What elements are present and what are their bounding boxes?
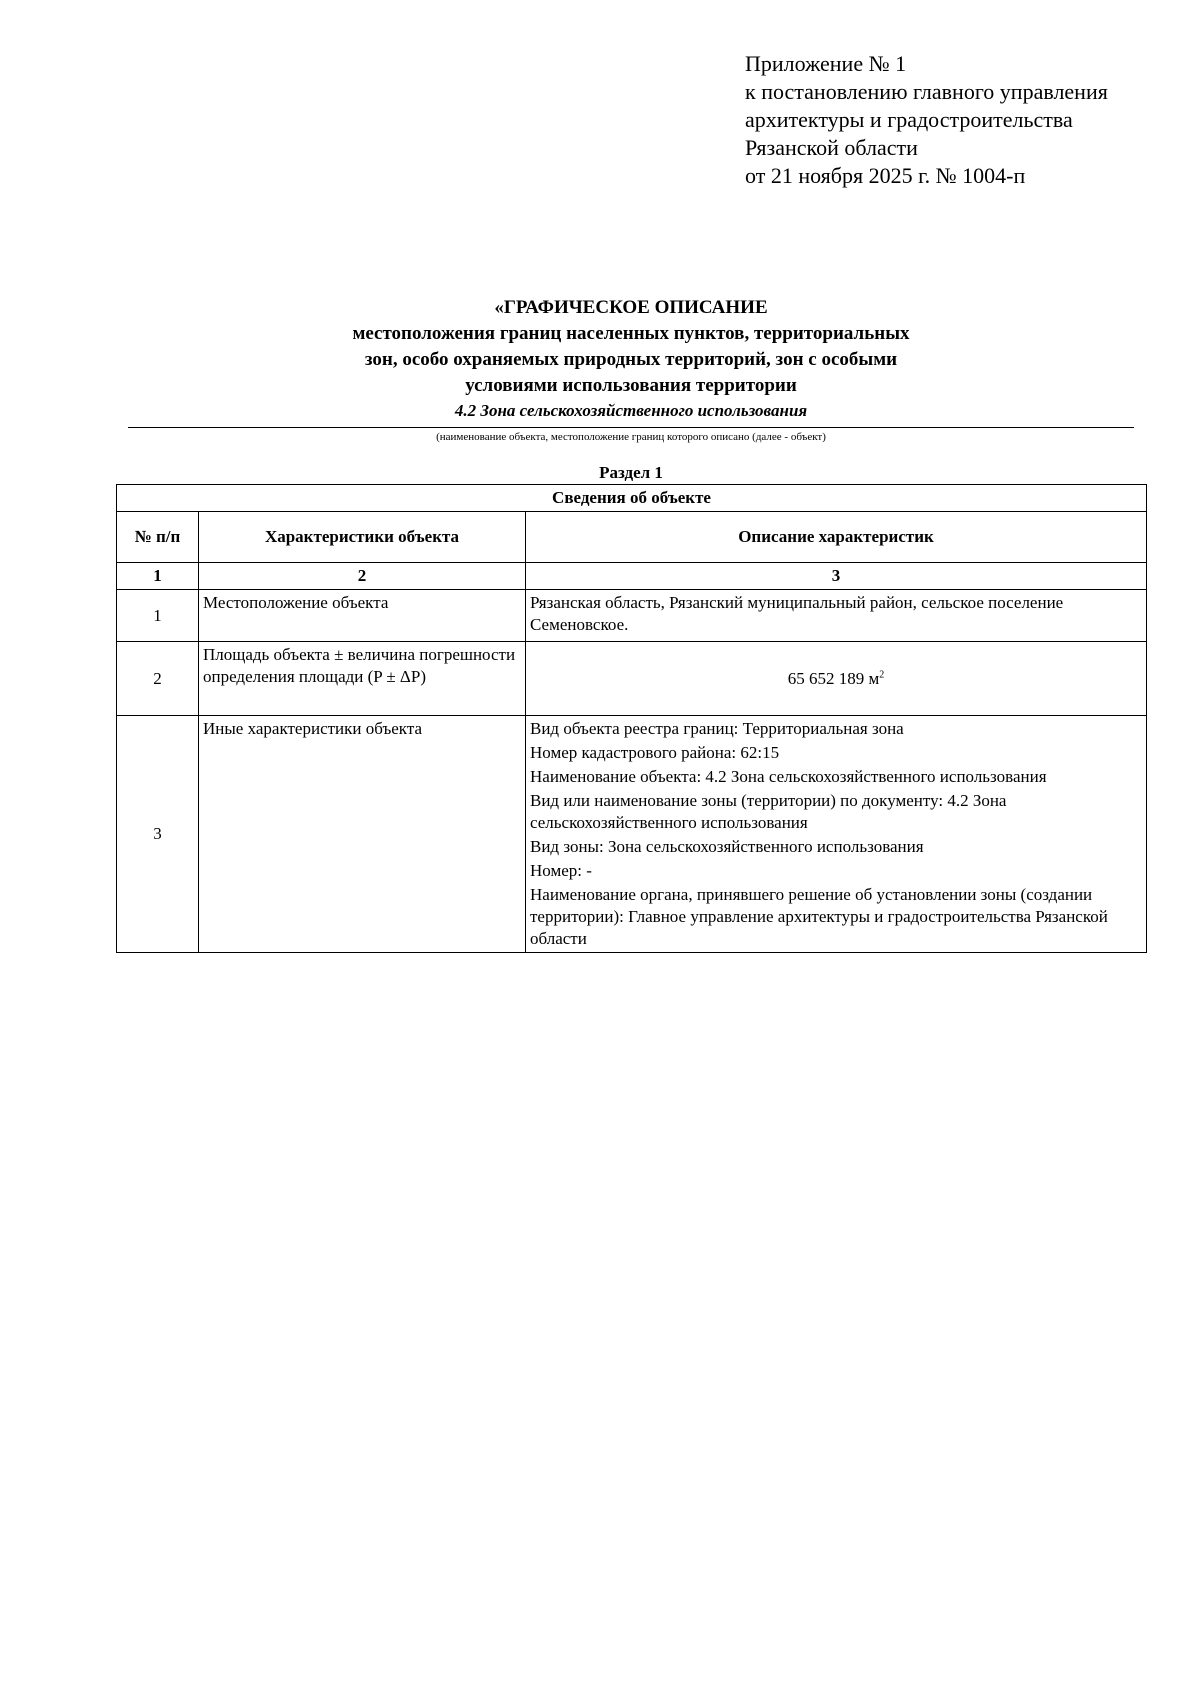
header-description: Описание характеристик xyxy=(526,512,1147,563)
object-name: 4.2 Зона сельскохозяйственного использования xyxy=(454,401,808,420)
table-row xyxy=(117,590,1147,642)
table-row xyxy=(117,642,1147,716)
appendix-header xyxy=(745,50,1108,190)
row-description xyxy=(526,716,1147,953)
row-characteristic: Местоположение объекта xyxy=(199,590,526,642)
area-value: 65 652 189 м xyxy=(787,668,880,688)
appendix-line: архитектуры и градостроительства xyxy=(745,107,1073,132)
description-line: Номер кадастрового района: 62:15 xyxy=(530,743,780,762)
table-header-row xyxy=(117,512,1147,563)
table-caption-row xyxy=(117,485,1147,512)
area-unit-superscript: 2 xyxy=(879,668,885,680)
row-area-value xyxy=(526,642,1147,716)
column-number: 2 xyxy=(199,563,526,590)
description-line: Вид зоны: Зона сельскохозяйственного использования xyxy=(530,837,924,856)
appendix-line: от 21 ноября 2025 г. № 1004-п xyxy=(745,163,1026,188)
table-caption: Сведения об объекте xyxy=(117,485,1147,512)
appendix-line: Приложение № 1 xyxy=(745,51,907,76)
column-number: 3 xyxy=(526,563,1147,590)
description-line: Номер: - xyxy=(530,861,592,880)
title-line: условиями использования территории xyxy=(465,375,797,396)
column-number-row xyxy=(117,563,1147,590)
document-title xyxy=(128,295,1134,423)
row-number: 3 xyxy=(117,716,199,953)
appendix-line: к постановлению главного управления xyxy=(745,79,1108,104)
header-characteristic: Характеристики объекта xyxy=(199,512,526,563)
header-num xyxy=(117,512,199,563)
object-caption: (наименование объекта, местоположение границ которого описано (далее - объект) xyxy=(436,431,826,443)
row-characteristic: Иные характеристики объекта xyxy=(199,716,526,953)
object-info-table xyxy=(116,484,1147,953)
row-characteristic: Площадь объекта ± величина погрешности определения площади (P ± ΔP) xyxy=(199,642,526,716)
title-line: «ГРАФИЧЕСКОЕ ОПИСАНИЕ xyxy=(494,297,768,318)
title-line: зон, особо охраняемых природных территорий, зон с особыми xyxy=(364,349,898,370)
object-name-underline xyxy=(128,427,1134,428)
title-line: местоположения границ населенных пунктов, территориальных xyxy=(352,323,910,344)
table-row xyxy=(117,716,1147,953)
section-title: Раздел 1 xyxy=(599,463,663,482)
header-num-label: № п/п xyxy=(134,527,181,546)
row-number: 2 xyxy=(117,642,199,716)
description-line: Вид или наименование зоны (территории) по документу: 4.2 Зона сельскохозяйственного использования xyxy=(530,791,1007,832)
description-line: Наименование объекта: 4.2 Зона сельскохозяйственного использования xyxy=(530,767,1047,786)
row-number: 1 xyxy=(117,590,199,642)
row-description: Рязанская область, Рязанский муниципальный район, сельское поселение Семеновское. xyxy=(526,590,1147,642)
description-line: Наименование органа, принявшего решение об установлении зоны (создании территории): Главное управление архитектуры и градостроительства Рязанской области xyxy=(530,885,1108,948)
column-number: 1 xyxy=(117,563,199,590)
appendix-line: Рязанской области xyxy=(745,135,918,160)
description-line: Вид объекта реестра границ: Территориальная зона xyxy=(530,719,904,738)
